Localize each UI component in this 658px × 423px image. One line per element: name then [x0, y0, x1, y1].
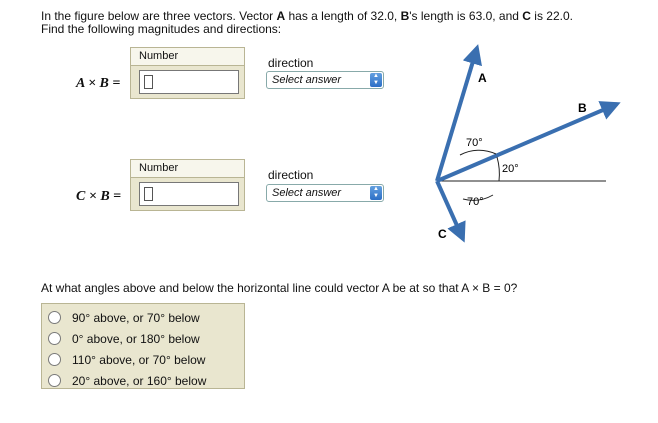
choice-label: 110° above, or 70° below — [72, 353, 206, 367]
direction-label: direction — [268, 168, 314, 182]
cross-product-c-b-label: C × B = — [76, 189, 122, 204]
radio-button[interactable] — [48, 353, 61, 366]
intro-vector-a: A — [276, 9, 286, 23]
intro-text: 's length is 63.0, and — [409, 9, 523, 23]
angle-arc-a — [460, 150, 496, 155]
select-value: Select answer — [272, 187, 342, 199]
angle-b-label: 20° — [502, 163, 519, 175]
intro-text: has a length of 32.0, — [285, 9, 401, 23]
cross-product-a-b-label: A × B = — [76, 76, 121, 91]
spinner-arrows-icon[interactable]: ▲ ▼ — [370, 73, 382, 87]
intro-text: is 22.0. — [530, 9, 573, 23]
number-label: Number — [131, 48, 244, 66]
angle-a-label: 70° — [466, 137, 483, 149]
question-text: At what angles above and below the horizontal line could vector A be at so that A × B = 0? — [41, 281, 518, 295]
radio-button[interactable] — [48, 332, 61, 345]
intro-line-2: Find the following magnitudes and directions: — [41, 22, 282, 36]
answer-choices — [41, 303, 245, 389]
vector-b-label: B — [578, 101, 587, 115]
vector-a-label: A — [478, 71, 487, 85]
radio-button[interactable] — [48, 311, 61, 324]
number-label: Number — [131, 160, 244, 178]
angle-c-label: 70° — [467, 196, 484, 208]
select-value: Select answer — [272, 74, 342, 86]
choice-label: 20° above, or 160° below — [72, 374, 207, 388]
spinner-arrows-icon[interactable]: ▲ ▼ — [370, 186, 382, 200]
choice-label: 0° above, or 180° below — [72, 332, 200, 346]
vector-a-arrow — [437, 48, 477, 181]
choice-label: 90° above, or 70° below — [72, 311, 200, 325]
vector-c-label: C — [438, 227, 447, 241]
vector-b-arrow — [437, 104, 617, 181]
angle-arc-b — [497, 157, 499, 181]
intro-text: In the figure below are three vectors. Vector — [41, 9, 277, 23]
intro-vector-c: C — [522, 9, 531, 23]
radio-button[interactable] — [48, 374, 61, 387]
intro-vector-b: B — [400, 9, 410, 23]
direction-label: direction — [268, 56, 314, 70]
